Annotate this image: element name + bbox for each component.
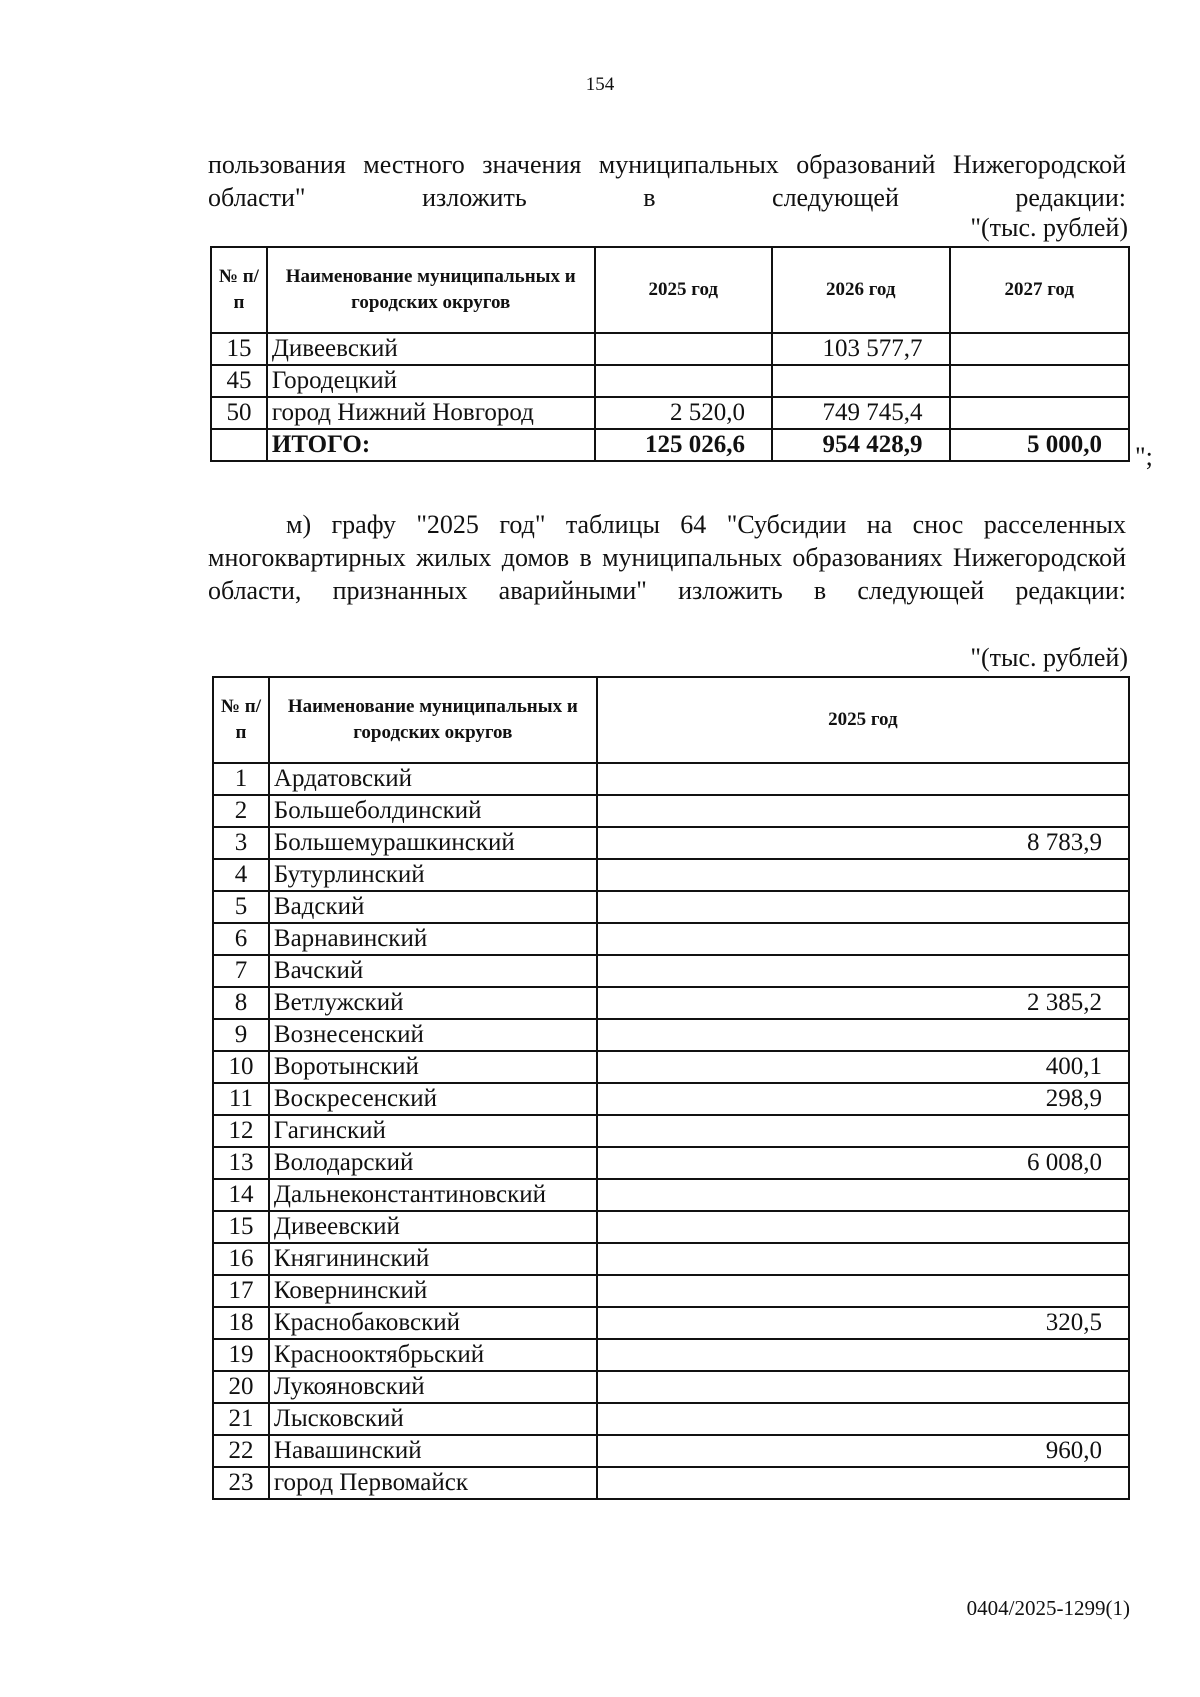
- table-row: [213, 795, 1129, 827]
- row-2025: [597, 1467, 1129, 1499]
- row-2025: [597, 1211, 1129, 1243]
- header-num: № п/п: [211, 247, 267, 333]
- total-2027: 5 000,0: [950, 429, 1129, 461]
- units-label: "(тыс. рублей): [970, 643, 1128, 672]
- row-name: Большемурашкинский: [269, 827, 597, 859]
- row-num: 11: [213, 1083, 269, 1115]
- header-2025: 2025 год: [595, 247, 772, 333]
- row-num: 1: [213, 763, 269, 795]
- row-name: Навашинский: [269, 1435, 597, 1467]
- row-2025: [597, 1115, 1129, 1147]
- row-2025: 298,9: [597, 1083, 1129, 1115]
- row-2026: 103 577,7: [772, 333, 949, 365]
- row-num: 9: [213, 1019, 269, 1051]
- row-2026: [772, 365, 949, 397]
- row-name: Дивеевский: [269, 1211, 597, 1243]
- row-num: 4: [213, 859, 269, 891]
- row-num: 17: [213, 1275, 269, 1307]
- row-name: Ардатовский: [269, 763, 597, 795]
- row-num: 21: [213, 1403, 269, 1435]
- row-name: Володарский: [269, 1147, 597, 1179]
- total-2025: 125 026,6: [595, 429, 772, 461]
- header-name: Наименование муниципальных и городских округов: [267, 247, 595, 333]
- row-name: Воскресенский: [269, 1083, 597, 1115]
- table-row: [213, 1403, 1129, 1435]
- table-row: [213, 923, 1129, 955]
- header-2026: 2026 год: [772, 247, 949, 333]
- row-2025: 320,5: [597, 1307, 1129, 1339]
- row-num: 16: [213, 1243, 269, 1275]
- row-name: Городецкий: [267, 365, 595, 397]
- total-row: [211, 429, 1129, 461]
- table-header-row: [211, 247, 1129, 333]
- row-name: Дивеевский: [267, 333, 595, 365]
- row-2025: [597, 1243, 1129, 1275]
- row-name: Вознесенский: [269, 1019, 597, 1051]
- row-num: 45: [211, 365, 267, 397]
- row-2025: [597, 891, 1129, 923]
- row-2025: [597, 763, 1129, 795]
- header-name: Наименование муниципальных и городских округов: [269, 677, 597, 763]
- table-row: [213, 1115, 1129, 1147]
- table-row: [211, 397, 1129, 429]
- row-name: Дальнеконстантиновский: [269, 1179, 597, 1211]
- table-row: [213, 827, 1129, 859]
- table-row: [213, 1339, 1129, 1371]
- row-2027: [950, 365, 1129, 397]
- row-num: 2: [213, 795, 269, 827]
- table-row: [213, 1435, 1129, 1467]
- header-2027: 2027 год: [950, 247, 1129, 333]
- row-2025: 2 385,2: [597, 987, 1129, 1019]
- row-name: Краснобаковский: [269, 1307, 597, 1339]
- row-num: 10: [213, 1051, 269, 1083]
- table-header-row: [213, 677, 1129, 763]
- row-name: Бутурлинский: [269, 859, 597, 891]
- row-name: Ветлужский: [269, 987, 597, 1019]
- table-demolition-subsidies: [212, 676, 1130, 1500]
- row-2025: 8 783,9: [597, 827, 1129, 859]
- row-name: Лукояновский: [269, 1371, 597, 1403]
- table-row: [213, 1147, 1129, 1179]
- row-num: 15: [211, 333, 267, 365]
- row-name: Ковернинский: [269, 1275, 597, 1307]
- row-2025: [595, 333, 772, 365]
- row-num: 12: [213, 1115, 269, 1147]
- row-2025: [597, 1179, 1129, 1211]
- row-name: Краснооктябрьский: [269, 1339, 597, 1371]
- row-name: Гагинский: [269, 1115, 597, 1147]
- row-num: 22: [213, 1435, 269, 1467]
- row-num: 3: [213, 827, 269, 859]
- table-row: [213, 1307, 1129, 1339]
- table-road-funding: [210, 246, 1130, 462]
- row-2027: [950, 333, 1129, 365]
- row-num: 23: [213, 1467, 269, 1499]
- row-2025: [597, 1019, 1129, 1051]
- row-2025: 2 520,0: [595, 397, 772, 429]
- row-num: 19: [213, 1339, 269, 1371]
- total-2026: 954 428,9: [772, 429, 949, 461]
- units-label: "(тыс. рублей): [970, 213, 1128, 242]
- row-2026: 749 745,4: [772, 397, 949, 429]
- row-name: Вачский: [269, 955, 597, 987]
- row-name: Большеболдинский: [269, 795, 597, 827]
- row-num: 15: [213, 1211, 269, 1243]
- row-num: 6: [213, 923, 269, 955]
- page-number: 154: [585, 74, 615, 95]
- table-row: [213, 987, 1129, 1019]
- document-code: 0404/2025-1299(1): [966, 1596, 1130, 1620]
- row-name: Варнавинский: [269, 923, 597, 955]
- row-2025: [597, 795, 1129, 827]
- paragraph-m: м) графу "2025 год" таблицы 64 "Субсидии на снос расселенных многоквартирных жилых домов в муниципальных образованиях Нижегородской области, признанных аварийными" изложить в следующей редакции:: [208, 510, 1126, 605]
- row-num: 7: [213, 955, 269, 987]
- header-2025: 2025 год: [597, 677, 1129, 763]
- row-name: Княгининский: [269, 1243, 597, 1275]
- table-row: [213, 1211, 1129, 1243]
- row-num: 8: [213, 987, 269, 1019]
- row-2025: 6 008,0: [597, 1147, 1129, 1179]
- row-2025: 960,0: [597, 1435, 1129, 1467]
- row-2025: [597, 1275, 1129, 1307]
- row-num: 13: [213, 1147, 269, 1179]
- row-2027: [950, 397, 1129, 429]
- row-2025: [597, 1403, 1129, 1435]
- row-2025: [595, 365, 772, 397]
- table-row: [213, 1243, 1129, 1275]
- row-name: Вадский: [269, 891, 597, 923]
- row-2025: [597, 1371, 1129, 1403]
- total-label: ИТОГО:: [267, 429, 595, 461]
- table-row: [213, 859, 1129, 891]
- row-2025: 400,1: [597, 1051, 1129, 1083]
- table-row: [213, 1083, 1129, 1115]
- row-name: город Первомайск: [269, 1467, 597, 1499]
- table-row: [213, 1275, 1129, 1307]
- table-closing-quote: ";: [1135, 442, 1153, 471]
- row-2025: [597, 859, 1129, 891]
- table-row: [213, 1019, 1129, 1051]
- row-num: 5: [213, 891, 269, 923]
- table-row: [213, 1179, 1129, 1211]
- row-2025: [597, 923, 1129, 955]
- table-row: [211, 333, 1129, 365]
- table-row: [213, 763, 1129, 795]
- header-num: № п/п: [213, 677, 269, 763]
- total-num: [211, 429, 267, 461]
- row-2025: [597, 1339, 1129, 1371]
- table-row: [213, 955, 1129, 987]
- row-name: Лысковский: [269, 1403, 597, 1435]
- row-num: 50: [211, 397, 267, 429]
- row-name: город Нижний Новгород: [267, 397, 595, 429]
- table-row: [213, 891, 1129, 923]
- row-name: Воротынский: [269, 1051, 597, 1083]
- table-row: [213, 1051, 1129, 1083]
- table-row: [211, 365, 1129, 397]
- row-num: 18: [213, 1307, 269, 1339]
- row-num: 20: [213, 1371, 269, 1403]
- table-body: [213, 763, 1129, 1499]
- table-row: [213, 1371, 1129, 1403]
- row-2025: [597, 955, 1129, 987]
- row-num: 14: [213, 1179, 269, 1211]
- intro-paragraph: пользования местного значения муниципальных образований Нижегородской области" изложить в следующей редакции:: [208, 150, 1126, 212]
- table-row: [213, 1467, 1129, 1499]
